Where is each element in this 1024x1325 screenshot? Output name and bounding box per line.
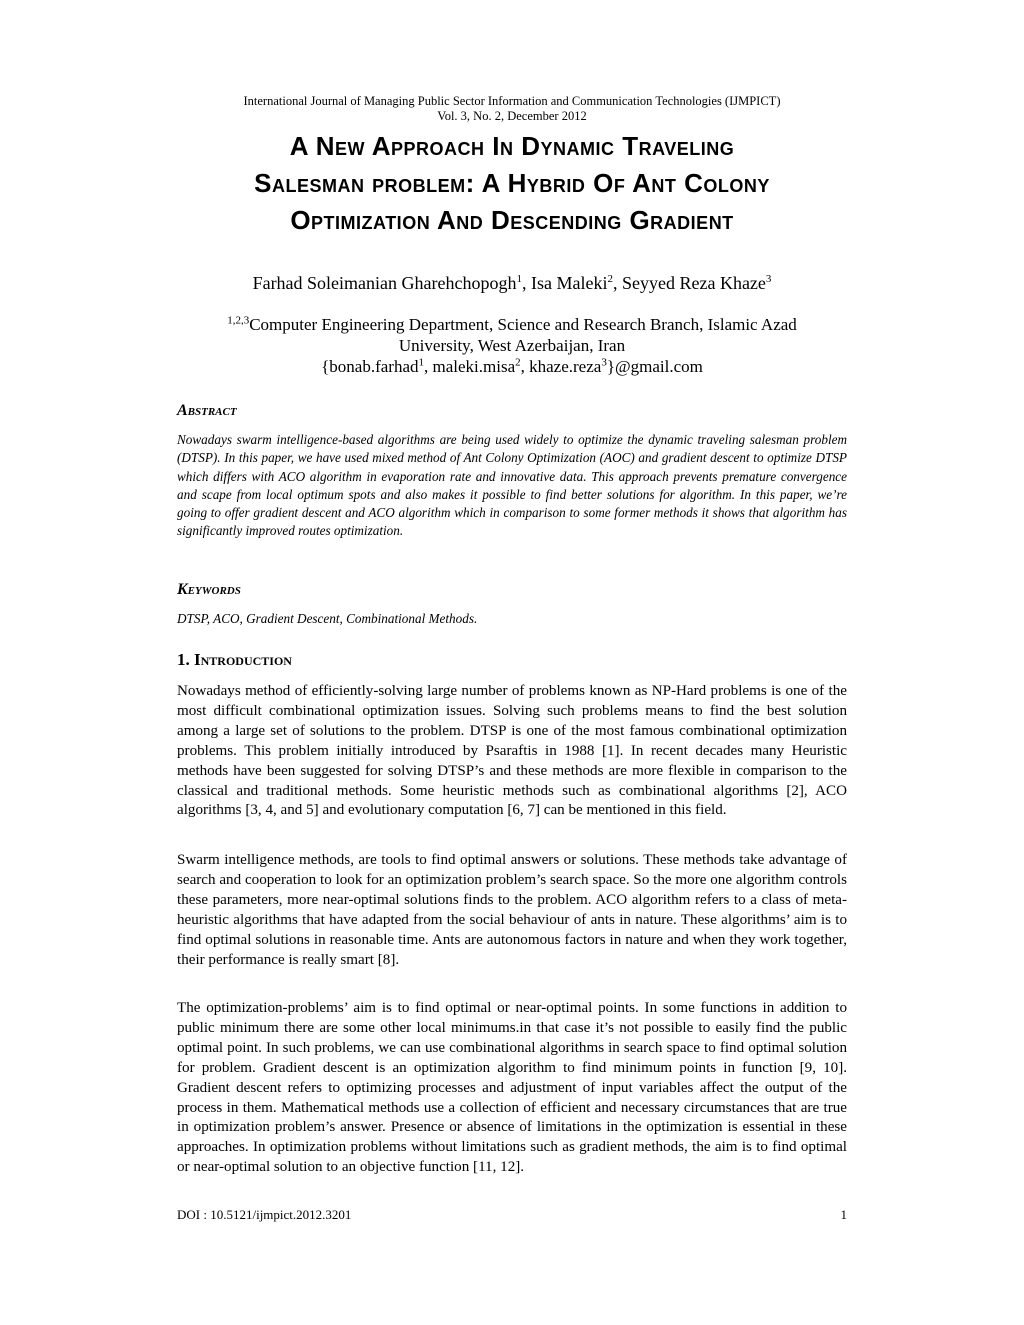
page-footer [177,1207,847,1223]
author-2: , Isa Maleki [522,273,608,293]
intro-paragraph-1: Nowadays method of efficiently-solving large number of problems known as NP-Hard problems is one of the most difficult combinational optimization issues. Solving such problems means to find the best solution among a large set of solutions to the problem. DTSP is one of the most famous combinational optimization problems. This problem initially introduced by Psaraftis in 1988 [1]. In recent decades many Heuristic methods have been suggested for solving DTSP’s and these methods are more flexible in comparison to the classical and traditional methods. Some heuristic methods such as combinational algorithms [2], ACO algorithms [3, 4, and 5] and evolutionary computation [6, 7] can be mentioned in this field. [177,683,847,819]
introduction-heading: 1. Introduction [177,650,292,669]
affiliation [0,314,1024,377]
intro-paragraph-3: The optimization-problems’ aim is to find optimal or near-optimal points. In some functions in addition to public minimum there are some other local minimums.in that case it’s not possible to easily find the public optimal point. In such problems, we can use combinational algorithms in search space to find optimal solution for problem. Gradient descent is an optimization algorithm to find minimum points in function [9, 10]. Gradient descent refers to optimizing processes and adjustment of input variables affect the output of the process in them. Mathematical methods use a collection of efficient and necessary circumstances that are true in optimization problem’s answer. Presence or absence of limitations in the optimization is essential in these approaches. In optimization problems without limitations such as gradient methods, the aim is to find optimal or near-optimal solution to an objective function [11, 12]. [177,1000,847,1176]
title-line-2: Salesman problem: A Hybrid Of Ant Colony [254,168,770,198]
affiliation-sup: 1,2,3 [227,314,250,327]
intro-paragraph-1-block [177,682,847,821]
affiliation-line-1 [0,314,1024,335]
intro-paragraph-2-block [177,851,847,970]
author-list [0,272,1024,294]
email-domain: }@gmail.com [606,357,703,376]
affiliation-dept: Computer Engineering Department, Science and Research Branch, Islamic Azad [249,315,797,334]
title-line-3: Optimization And Descending Gradient [290,205,734,235]
author-3-sup: 3 [765,273,772,285]
intro-paragraph-3-block [177,999,847,1178]
page-number: 1 [840,1207,847,1222]
keywords-section [177,610,847,628]
affiliation-line-2: University, West Azerbaijan, Iran [398,336,626,355]
keywords-text: DTSP, ACO, Gradient Descent, Combinational Methods. [177,611,478,626]
email-sup-3: 3 [601,356,607,369]
author-2-sup: 2 [607,273,613,285]
email-part-1: {bonab.farhad [321,357,419,376]
abstract-heading: Abstract [177,402,237,419]
intro-paragraph-2: Swarm intelligence methods, are tools to find optimal answers or solutions. These methods take advantage of search and cooperation to look for an optimization problem’s search space. So the more one algorithm controls these parameters, more near-optimal solutions finds to the problem. ACO algorithm refers to a class of meta-heuristic algorithms that have adapted from the social behaviour of ants in nature. These algorithms’ aim is to find optimal solutions in reasonable time. Ants are autonomous factors in nature and when they work together, their performance is really smart [8]. [177,852,847,968]
author-1-sup: 1 [516,273,522,285]
email-part-2: , maleki.misa [424,357,516,376]
abstract-text: Nowadays swarm intelligence-based algorithms are being used widely to optimize the dynamic traveling salesman problem (DTSP). In this paper, we have used mixed method of Ant Colony Optimization (AOC) and gradient descent to optimize DTSP which differs with ACO algorithm in evaporation rate and innovative data. This approach prevents premature convergence and scape from local optimum spots and also makes it possible to find better solutions for algorithm. In this paper, we’re going to offer gradient descent and ACO algorithm which in comparison to some former methods it shows that algorithm has significantly improved routes optimization. [177,432,847,539]
keywords-heading: Keywords [177,581,241,598]
journal-name: International Journal of Managing Public Sector Information and Communication Technologies (IJMPICT) [243,94,781,108]
email-sup-1: 1 [418,356,424,369]
email-part-3: , khaze.reza [520,357,602,376]
author-emails [0,356,1024,377]
author-1: Farhad Soleimanian Gharehchopogh [252,273,517,293]
doi: DOI : 10.5121/ijmpict.2012.3201 [177,1207,352,1222]
email-sup-2: 2 [515,356,521,369]
paper-title [0,128,1024,239]
title-line-1: A New Approach In Dynamic Traveling [289,131,735,161]
author-3: , Seyyed Reza Khaze [612,273,766,293]
abstract-section [177,431,847,541]
journal-volume: Vol. 3, No. 2, December 2012 [437,109,587,123]
